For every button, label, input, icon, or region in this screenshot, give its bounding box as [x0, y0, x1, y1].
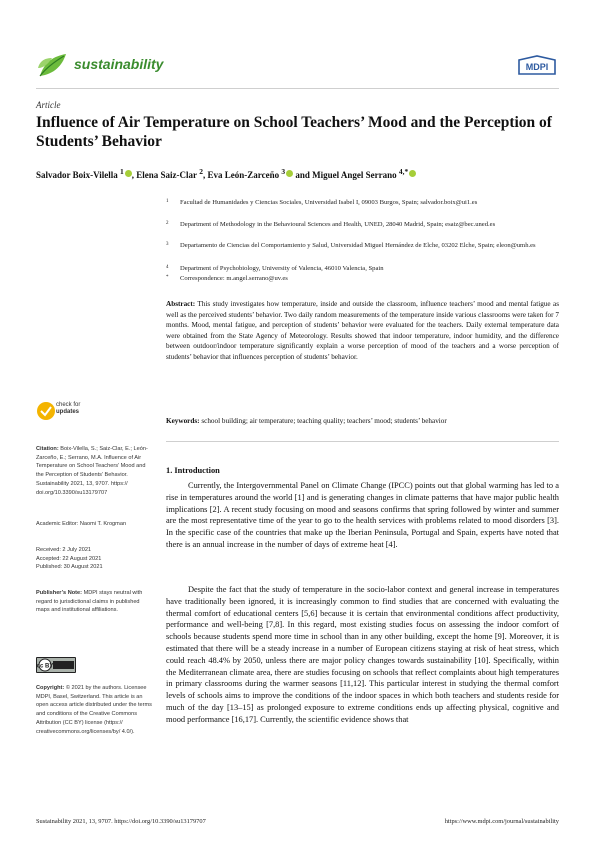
affiliation-item — [166, 264, 566, 273]
author-name[interactable]: Elena Saiz-Clar — [136, 170, 198, 180]
cc-by-icon — [36, 657, 76, 673]
copyright-block — [36, 684, 154, 736]
orcid-icon[interactable] — [125, 170, 132, 177]
journal-name[interactable]: sustainability — [74, 56, 164, 72]
check-for-updates-badge[interactable] — [36, 399, 156, 421]
orcid-icon[interactable] — [409, 170, 416, 177]
citation-text[interactable]: Boix-Vilella, S.; Saiz-Clar, E.; León-Zarceño, E.; Serrano, M.A. Influence of Air Temperature on School Teachers’ Mood and the Perception of Students’ Behavior. Sustainability 2021, 13, 9707. https:// doi.org/10.3390/su13179707 — [36, 446, 148, 496]
affiliation-text: Departamento de Ciencias del Comportamiento y Salud, Universidad Miguel Hernández de Elche, 03202 Elche, Spain; eleon@umh.es — [180, 242, 536, 249]
citation-block — [36, 445, 154, 497]
publisher-note-label: Publisher’s Note: — [36, 590, 83, 596]
affiliation-number: * — [166, 275, 169, 280]
author-name[interactable]: Miguel Angel Serrano — [312, 170, 397, 180]
author-name[interactable]: Eva León-Zarceño — [207, 170, 280, 180]
affiliation-item — [166, 198, 566, 207]
intro-paragraph: Currently, the Intergovernmental Panel on Climate Change (IPCC) points out that global warming has led to a rise in temperatures around the world [1] and is generating changes in climate patterns that have major public health implications [2]. A recent study focusing on mood and seasons confirms that spring followed by winter and summer are the most representative time of the year to go to the health services with problems related to mood disorders [3]. In the specific case of the countries that make up the Iberian Peninsula, Portugal and Spain, experts have noted that there is an annual increase in the number of days of extreme heat [4]. — [166, 481, 559, 549]
affiliation-number: 1 — [166, 199, 169, 204]
affiliation-number: 2 — [166, 221, 169, 226]
journal-leaf-logo-icon — [36, 48, 70, 82]
mdpi-logo-text: MDPI — [525, 62, 549, 72]
abstract-text: This study investigates how temperature, inside and outside the classroom, influence teachers’ mood and mental fatigue as well as the perceived students’ behavior. Two daily random measurements of the temperature inside various classrooms were taken for 7 months. Mood, mental fatigue, and perception of students’ behavior were evaluated for the teachers. Daily external temperature data were obtained from the State Agency of Meteorology. Results showed that indoor temperature, indoor humidity, and the difference between outdoor/indoor temperature significantly explain a worse perception of mood of the teachers and a worse perception of students’ behavior that influences perception of students’ behavior. — [166, 300, 560, 361]
author-list: Salvador Boix-Vilella $^1$ , Elena Saiz-Clar $^2$, Eva León-Zarceño $^3$ and Miguel Angel Serrano $^{4,*}$ — [36, 167, 559, 180]
keywords-label: Keywords: — [166, 417, 200, 425]
affiliation-item — [166, 241, 566, 250]
author-affiliation-sup: 3 — [281, 167, 286, 176]
affiliation-text: Facultad de Humanidades y Ciencias Sociales, Universidad Isabel I, 09003 Burgos, Spain; salvador.boix@ui1.es — [180, 199, 478, 206]
citation-label: Citation: — [36, 446, 59, 452]
received-date: Received: 2 July 2021 — [36, 547, 92, 553]
cc-badge-text: cc BY — [36, 663, 54, 670]
affiliation-item — [166, 220, 566, 229]
author-affiliation-sup: 2 — [199, 167, 204, 176]
keywords — [166, 416, 559, 426]
copyright-label: Copyright: — [36, 685, 65, 691]
header-divider — [36, 88, 559, 89]
article-type: Article — [36, 100, 61, 110]
author-name[interactable]: Salvador Boix-Vilella — [36, 170, 118, 180]
section-heading: 1. Introduction — [166, 466, 220, 475]
affiliation-text: Department of Methodology in the Behavioural Sciences and Health, UNED, 28040 Madrid, Spain; esaiz@bec.uned.es — [180, 221, 496, 228]
check-updates-line1: check for — [56, 402, 81, 408]
affiliation-text: Department of Psychobiology, University of Valencia, 46010 Valencia, Spain — [180, 265, 384, 272]
article-title: Influence of Air Temperature on School Teachers’ Mood and the Perception of Students’ Behavior — [36, 114, 552, 150]
abstract — [166, 299, 559, 362]
affiliation-number: 3 — [166, 242, 169, 247]
intro-paragraph: Despite the fact that the study of temperature in the socio-labor context and general increase in temperatures have traditionally been ignored, it is increasingly common to find studies that are concerned with evaluating the thermal comfort of educational centers [5,6] because it is certain that environmental conditions affect productivity, performance and well-being [7,8]. In this regard, most existing studies focus on assessing the indoor comfort of schools because students spend more time in school than in any other building, except the home [9]. Moreover, it is estimated that there will be a steady increase in a number of European citizens staying at risk of heat stress, which could reach 48.4% by 2050, unless there are major policy changes towards sustainability [10]. Specifically, within the Mediterranean climate area, there are studies focusing on schools that reflect complaints about high temperatures in primary classrooms during the warmer seasons [11,12]. This particular interest in studying the thermal comfort levels of schools aims to improve the conditions of the indoor spaces in which both teachers and students reside for much of the day [13–15] as prolonged exposure to extreme conditions ends up affecting physical, cognitive and mood performance [16,17]. Currently, the scientific evidence shows that — [166, 585, 559, 724]
published-date: Published: 30 August 2021 — [36, 564, 103, 571]
author-affiliation-sup: 1 — [120, 167, 124, 176]
dates-block — [36, 546, 154, 572]
orcid-icon[interactable] — [286, 170, 293, 177]
cc-by-license-badge[interactable] — [36, 657, 76, 673]
correspondence-text[interactable]: Correspondence: m.angel.serrano@uv.es — [180, 275, 288, 282]
copyright-text: © 2021 by the authors. Licensee MDPI, Basel, Switzerland. This article is an open access article distributed under the terms and conditions of the Creative Commons Attribution (CC BY) license (https:// creativecommons.org/licenses/by/ 4.0/). — [36, 685, 152, 735]
check-updates-icon — [36, 401, 56, 421]
footer-journal-url[interactable]: https://www.mdpi.com/journal/sustainability — [444, 818, 559, 825]
check-updates-line2: updates — [56, 409, 80, 415]
publisher-note-text: MDPI stays neutral with regard to jurisdictional claims in published maps and institutional affiliations. — [36, 590, 143, 614]
publisher-note — [36, 589, 154, 615]
author-affiliation-sup: 4,* — [398, 167, 409, 176]
keywords-text: school building; air temperature; teaching quality; teachers’ mood; students’ behavior — [201, 417, 447, 425]
footer-citation[interactable]: Sustainability 2021, 13, 9707. https://doi.org/10.3390/su13179707 — [36, 818, 206, 825]
abstract-label: Abstract: — [166, 300, 196, 308]
correspondence-item — [166, 274, 566, 283]
keywords-divider — [166, 441, 559, 442]
mdpi-logo-icon[interactable] — [516, 55, 558, 77]
academic-editor: Academic Editor: Naomi T. Krogman — [36, 521, 127, 527]
accepted-date: Accepted: 22 August 2021 — [36, 555, 102, 562]
affiliation-number: 4 — [166, 265, 169, 270]
